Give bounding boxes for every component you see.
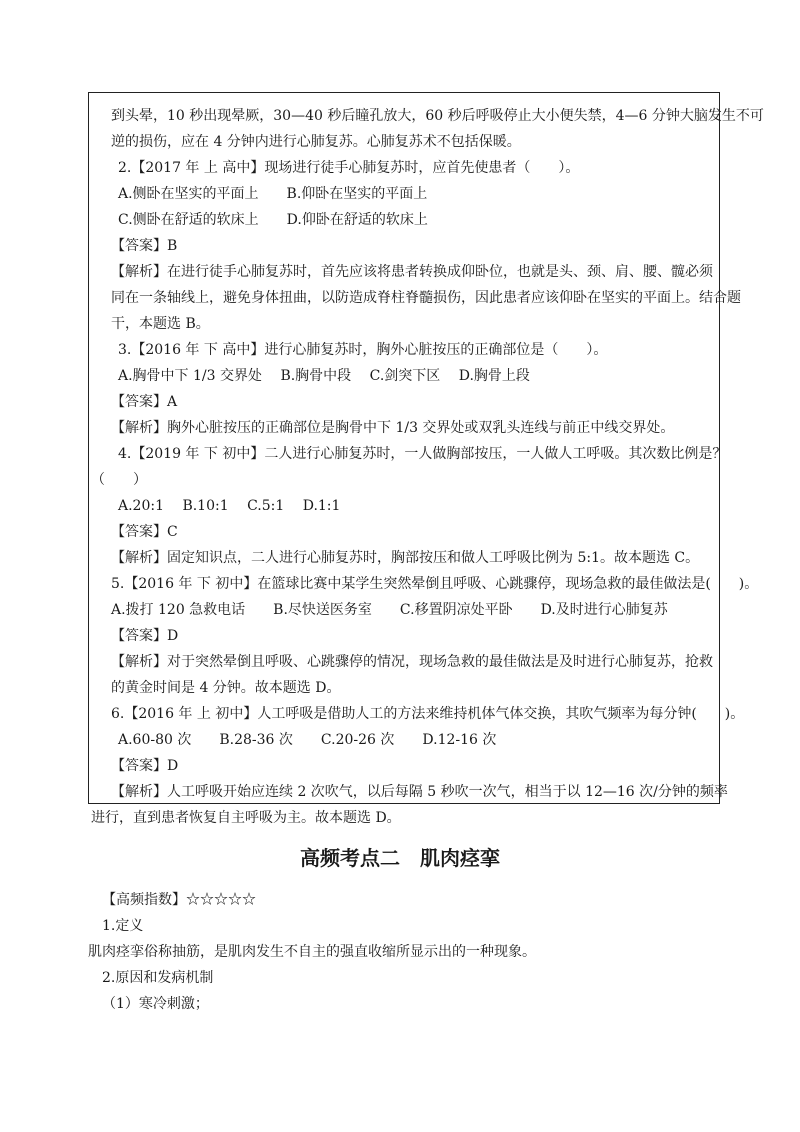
answer-line: 【答案】D xyxy=(111,758,179,774)
frequency-index: 【高频指数】☆☆☆☆☆ xyxy=(102,892,256,908)
question-6: 6.【2016 年 上 初中】人工呼吸是借助人工的方法来维持机体气体交换，其吹气频率为每分钟( )。 xyxy=(111,706,745,722)
text-line: （ ） xyxy=(91,472,147,488)
question-4: 4.【2019 年 下 初中】二人进行心肺复苏时，一人做胸部按压，一人做人工呼吸。其次数比例是？ xyxy=(118,446,727,462)
analysis-line: 【解析】对于突然晕倒且呼吸、心跳骤停的情况，现场急救的最佳做法是及时进行心肺复苏，抢救 xyxy=(111,654,713,670)
definition-text: 肌肉痉挛俗称抽筋，是肌肉发生不自主的强直收缩所显示出的一种现象。 xyxy=(88,944,536,960)
question-3: 3.【2016 年 下 高中】进行心肺复苏时，胸外心脏按压的正确部位是（ ）。 xyxy=(118,342,608,358)
text-line: 逆的损伤，应在 4 分钟内进行心肺复苏。心肺复苏术不包括保暖。 xyxy=(111,134,521,150)
answer-line: 【答案】C xyxy=(111,524,178,540)
analysis-line: 【解析】胸外心脏按压的正确部位是胸骨中下 1/3 交界处或双乳头连线与前正中线交界处。 xyxy=(111,420,675,436)
question-5: 5.【2016 年 下 初中】在篮球比赛中某学生突然晕倒且呼吸、心跳骤停，现场急救的最佳做法是( )。 xyxy=(111,576,759,592)
question-box xyxy=(88,92,764,826)
option-line: A.侧卧在坚实的平面上 B.仰卧在坚实的平面上 xyxy=(118,186,428,202)
option-line: A.20:1 B.10:1 C.5:1 D.1:1 xyxy=(118,498,341,514)
cause-item: （1）寒冷刺激； xyxy=(102,996,209,1012)
section-title: 高频考点二 肌肉痉挛 xyxy=(300,846,500,870)
answer-line: 【答案】D xyxy=(111,628,179,644)
question-2: 2.【2017 年 上 高中】现场进行徒手心肺复苏时，应首先使患者（ ）。 xyxy=(118,160,580,176)
subheading-causes: 2.原因和发病机制 xyxy=(102,970,214,986)
text-line: 同在一条轴线上，避免身体扭曲，以防造成脊柱脊髓损伤，因此患者应该仰卧在坚实的平面上。结合题 xyxy=(111,290,741,306)
text-line: 到头晕，10 秒出现晕厥，30—40 秒后瞳孔放大，60 秒后呼吸停止大小便失禁，4—6 分钟大脑发生不可 xyxy=(111,108,764,124)
subheading-definition: 1.定义 xyxy=(102,918,144,934)
answer-line: 【答案】B xyxy=(111,238,178,254)
option-line: C.侧卧在舒适的软床上 D.仰卧在舒适的软床上 xyxy=(118,212,428,228)
answer-line: 【答案】A xyxy=(111,394,178,410)
option-line: A.60-80 次 B.28-36 次 C.20-26 次 D.12-16 次 xyxy=(118,732,497,748)
analysis-line: 【解析】在进行徒手心肺复苏时，首先应该将患者转换成仰卧位，也就是头、颈、肩、腰、髋必须 xyxy=(111,264,713,280)
option-line: A.胸骨中下 1/3 交界处 B.胸骨中段 C.剑突下区 D.胸骨上段 xyxy=(118,368,530,384)
text-line: 的黄金时间是 4 分钟。故本题选 D。 xyxy=(111,680,341,696)
text-line: 干，本题选 B。 xyxy=(111,316,210,332)
analysis-line: 【解析】固定知识点，二人进行心肺复苏时，胸部按压和做人工呼吸比例为 5:1。故本题选 C。 xyxy=(111,550,700,566)
analysis-line: 【解析】人工呼吸开始应连续 2 次吹气，以后每隔 5 秒吹一次气，相当于以 12—16 次/分钟的频率 xyxy=(111,784,728,800)
text-line: 进行，直到患者恢复自主呼吸为主。故本题选 D。 xyxy=(91,810,401,826)
option-line: A.拨打 120 急救电话 B.尽快送医务室 C.移置阴凉处平卧 D.及时进行心肺复苏 xyxy=(111,602,668,618)
